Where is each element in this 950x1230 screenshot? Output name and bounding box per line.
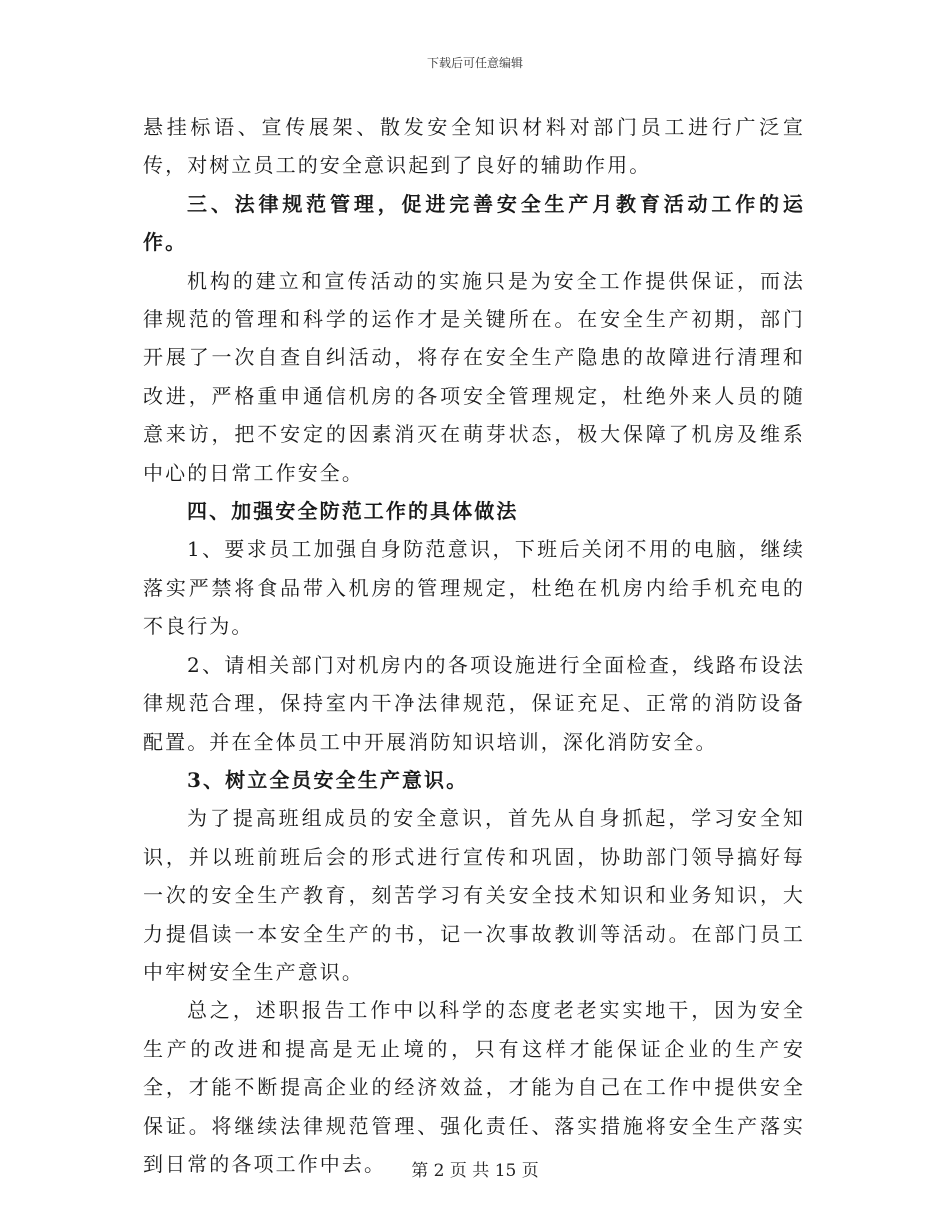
section-heading-3: 三、法律规范管理，促进完善安全生产月教育活动工作的运作。 (143, 191, 805, 255)
list-item-3-heading: 3、树立全员安全生产意识。 (187, 767, 469, 792)
paragraph-conclusion: 总之，述职报告工作中以科学的态度老老实实地干，因为安全生产的改进和提高是无止境的，只有这样才能保证企业的生产安全，才能不断提高企业的经济效益，才能为自己在工作中提供安全保证。将继续法律规范管理、强化责任、落实措施将安全生产落实到日常的各项工作中去。 (143, 998, 805, 1176)
page-number: 第 2 页 共 15 页 (411, 1161, 539, 1181)
section-heading-4: 四、加强安全防范工作的具体做法 (187, 499, 519, 524)
paragraph-continuation: 悬挂标语、宣传展架、散发安全知识材料对部门员工进行广泛宣传，对树立员工的安全意识起到了良好的辅助作用。 (143, 115, 805, 178)
list-item-2: 2、请相关部门对机房内的各项设施进行全面检查，线路布设法律规范合理，保持室内干净法律规范，保证充足、正常的消防设备配置。并在全体员工中开展消防知识培训，深化消防安全。 (143, 652, 805, 754)
paragraph-body: 机构的建立和宣传活动的实施只是为安全工作提供保证，而法律规范的管理和科学的运作才是关键所在。在安全生产初期，部门开展了一次自查自纠活动，将存在安全生产隐患的故障进行清理和改进，严格重申通信机房的各项安全管理规定，杜绝外来人员的随意来访，把不安定的因素消灭在萌芽状态，极大保障了机房及维系中心的日常工作安全。 (143, 268, 805, 485)
page-header: 下载后可任意编辑 (426, 56, 523, 70)
document-body (143, 108, 805, 1183)
list-item-1: 1、要求员工加强自身防范意识，下班后关闭不用的电脑，继续落实严禁将食品带入机房的管理规定，杜绝在机房内给手机充电的不良行为。 (143, 537, 805, 639)
paragraph-body: 为了提高班组成员的安全意识，首先从自身抓起，学习安全知识，并以班前班后会的形式进行宣传和巩固，协助部门领导搞好每一次的安全生产教育，刻苦学习有关安全技术知识和业务知识，大力提倡读一本安全生产的书，记一次事故教训等活动。在部门员工中牢树安全生产意识。 (143, 806, 805, 984)
